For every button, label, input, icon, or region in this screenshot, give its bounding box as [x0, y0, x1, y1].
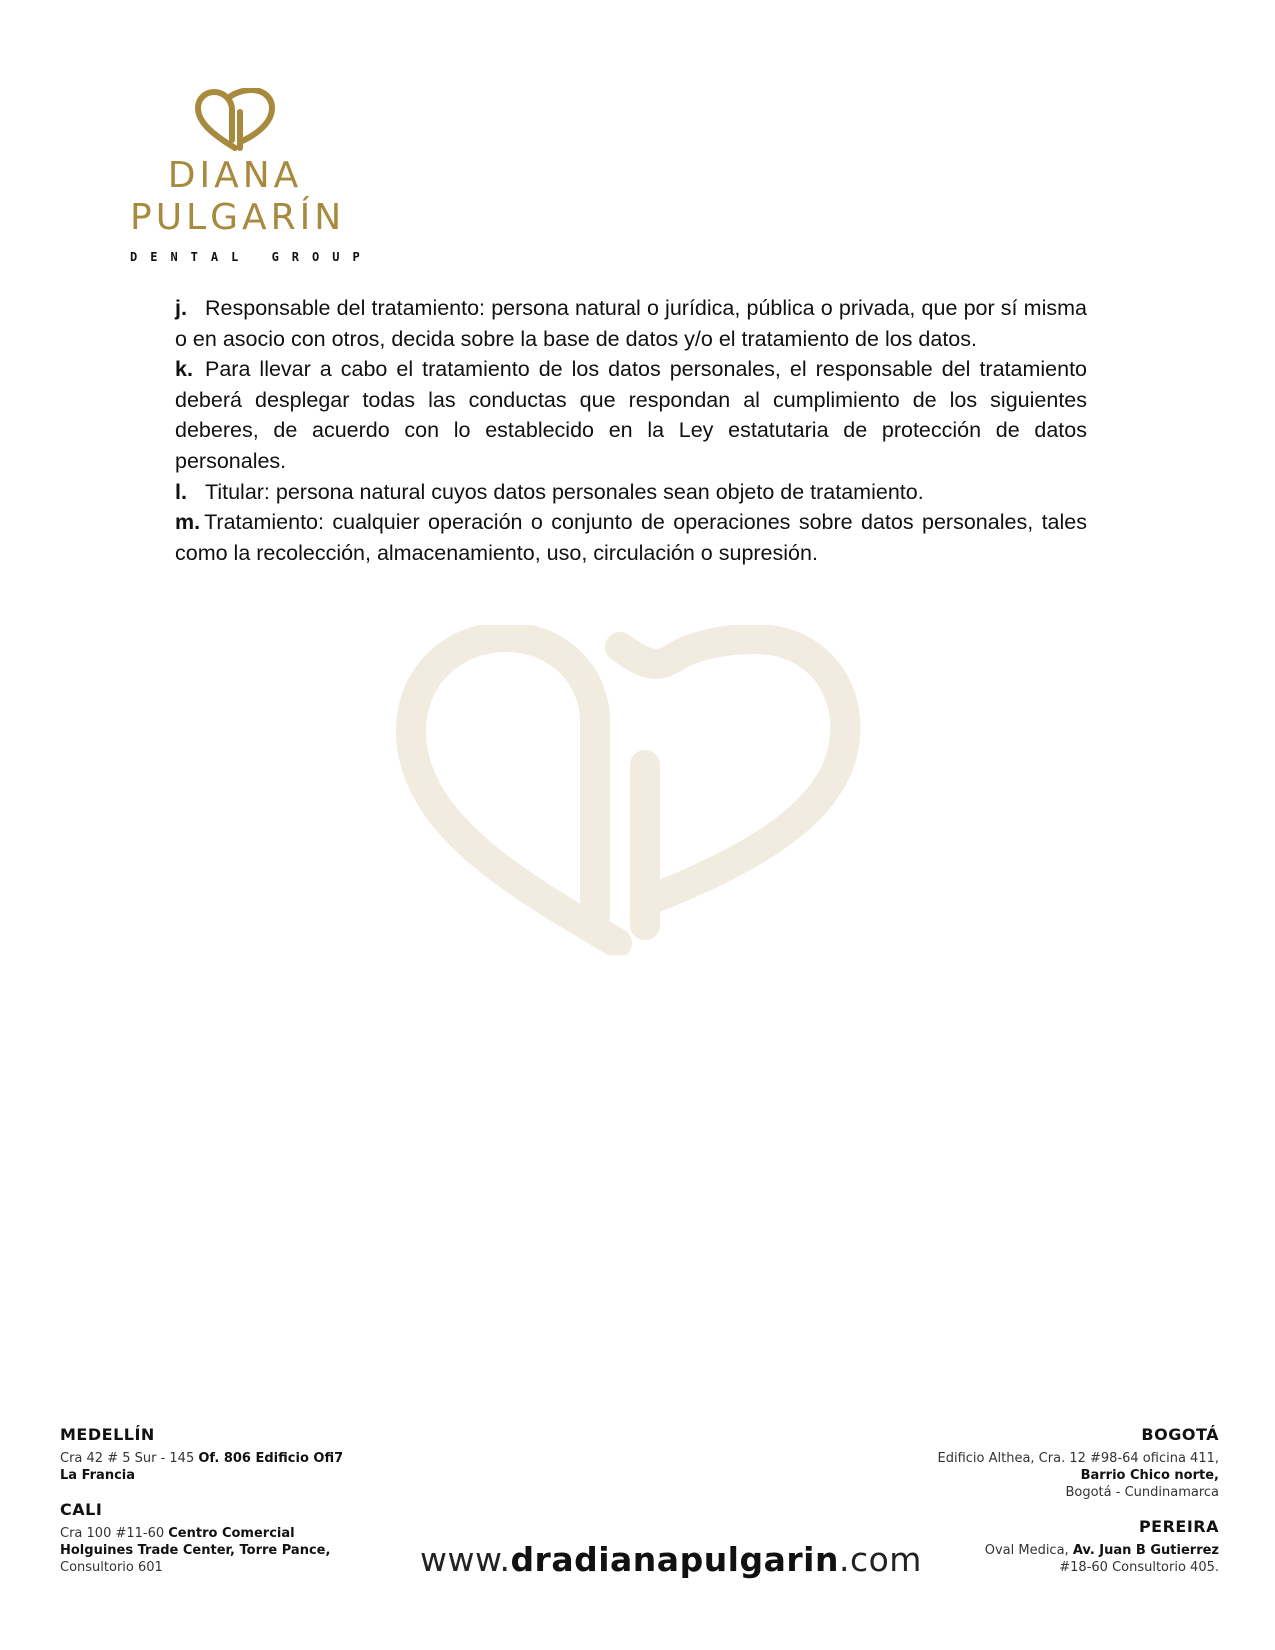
- website-prefix: www.: [420, 1540, 511, 1579]
- definitions-list: [175, 293, 1087, 568]
- item-text: Responsable del tratamiento: persona natural o jurídica, pública o privada, que por sí misma o en asocio con otros, decida sobre la base de datos y/o el tratamiento de los datos.: [175, 296, 1087, 351]
- address-line: La Francia: [60, 1468, 136, 1483]
- city-address: [60, 1525, 330, 1576]
- definition-item: [175, 507, 1087, 568]
- definition-item: [175, 354, 1087, 476]
- address-bold: Of. 806 Edificio Ofi7: [198, 1451, 344, 1466]
- item-text: Tratamiento: cualquier operación o conjunto de operaciones sobre datos personales, tales como la recolección, almacenamiento, uso, circulación o supresión.: [175, 510, 1087, 565]
- footer-pereira: [985, 1517, 1219, 1576]
- heart-dp-monogram-icon: [395, 625, 865, 955]
- address-line: Bogotá - Cundinamarca: [1065, 1485, 1219, 1500]
- city-name: CALI: [60, 1500, 103, 1519]
- footer-medellin: [60, 1425, 343, 1484]
- item-letter: l.: [175, 479, 187, 504]
- footer-cali: [60, 1500, 330, 1576]
- address-line: Barrio Chico norte,: [1080, 1468, 1219, 1483]
- website-domain: dradianapulgarin: [510, 1540, 839, 1579]
- logo-name-last: PULGARÍN: [130, 197, 346, 238]
- city-name: MEDELLÍN: [60, 1425, 155, 1444]
- city-name: PEREIRA: [1138, 1517, 1219, 1536]
- address-text: Cra 42 # 5 Sur - 145: [60, 1451, 199, 1466]
- item-letter: k.: [175, 357, 193, 382]
- logo-name-first: DIANA: [167, 155, 303, 196]
- heart-dp-monogram-icon: [192, 88, 278, 154]
- watermark-heart: [395, 625, 865, 960]
- address-text: Oval Medica,: [984, 1543, 1073, 1558]
- item-letter: m.: [175, 510, 201, 535]
- footer-bogota: [938, 1425, 1220, 1501]
- city-address: [938, 1450, 1220, 1501]
- city-address: [985, 1542, 1219, 1576]
- address-line: #18-60 Consultorio 405.: [1059, 1560, 1219, 1575]
- item-letter: j.: [175, 296, 187, 320]
- address-bold: Av. Juan B Gutierrez: [1072, 1543, 1219, 1558]
- item-text: Titular: persona natural cuyos datos personales sean objeto de tratamiento.: [205, 479, 924, 504]
- city-name: BOGOTÁ: [1141, 1425, 1219, 1444]
- address-line: Consultorio 601: [60, 1560, 163, 1575]
- address-line: Holguines Trade Center, Torre Pance,: [60, 1543, 331, 1558]
- address-bold: Centro Comercial: [168, 1526, 295, 1541]
- definition-item: [175, 477, 1087, 508]
- address-line: Edificio Althea, Cra. 12 #98-64 oficina 411,: [937, 1451, 1219, 1466]
- city-address: [60, 1450, 343, 1484]
- brand-logo: [130, 88, 373, 264]
- logo-subtitle: DENTAL GROUP: [130, 250, 373, 264]
- item-text: Para llevar a cabo el tratamiento de los datos personales, el responsable del tratamiento deberá desplegar todas las conductas que respondan al cumplimiento de los siguientes deberes, de acuerdo con lo establecido en la Ley estatutaria de protección de datos personales.: [175, 357, 1087, 473]
- address-text: Cra 100 #11-60: [60, 1526, 169, 1541]
- website-link[interactable]: [420, 1540, 922, 1579]
- definition-item: [175, 293, 1087, 354]
- website-suffix: .com: [838, 1540, 922, 1579]
